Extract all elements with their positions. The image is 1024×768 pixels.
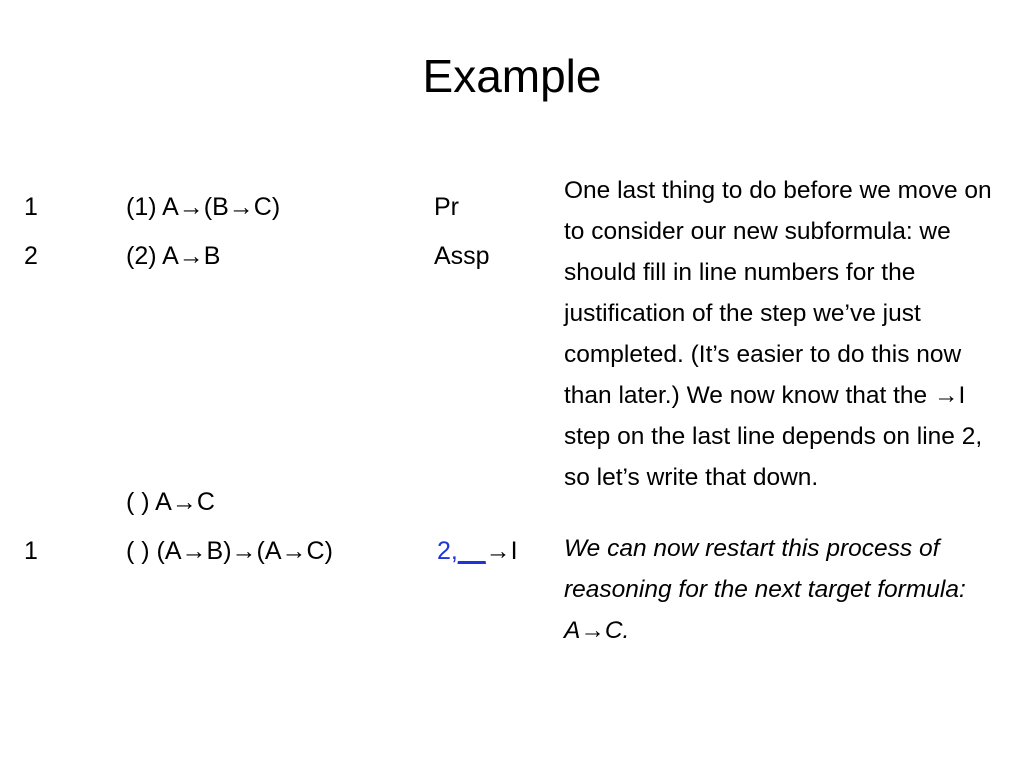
formula-cell: (2) A→B bbox=[126, 242, 221, 270]
formula-cell: ( ) A→C bbox=[126, 488, 215, 516]
justification-cell: Pr bbox=[434, 193, 459, 221]
justification-blank: __ bbox=[457, 537, 486, 565]
dependency-cell: 1 bbox=[24, 193, 38, 221]
justification-lines: 2, bbox=[437, 537, 458, 565]
dependency-cell: 2 bbox=[24, 242, 38, 270]
dependency-cell: 1 bbox=[24, 537, 38, 565]
formula-cell: (1) A→(B→C) bbox=[126, 193, 281, 221]
commentary-italic-paragraph: We can now restart this process of reasoning for the next target formula: A→C. bbox=[564, 535, 966, 644]
commentary-paragraph: One last thing to do before we move on to consider our new subformula: we should fill in line numbers for the justification of the step we’ve just completed. (It’s easier to do this now than later.) We now know that the →I step on the last line depends on line 2, so let’s write that down. bbox=[564, 177, 992, 491]
justification-rule: →I bbox=[485, 537, 518, 565]
slide-title: Example bbox=[422, 50, 602, 102]
justification-cell: Assp bbox=[434, 242, 490, 270]
formula-cell: ( ) (A→B)→(A→C) bbox=[126, 537, 333, 565]
commentary-box bbox=[564, 170, 1004, 651]
justification-cell bbox=[437, 536, 518, 566]
